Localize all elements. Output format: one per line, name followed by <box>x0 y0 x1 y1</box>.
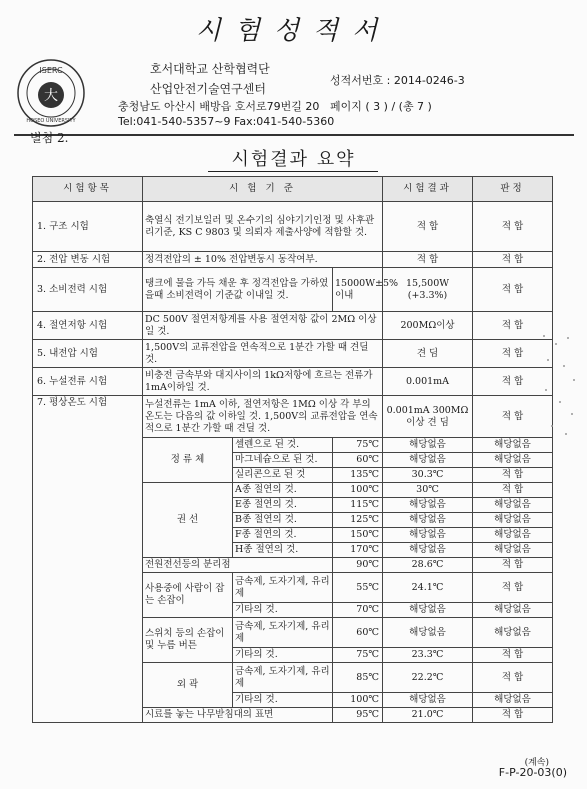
temp-limit: 75℃ <box>333 438 383 453</box>
result: 해당없음 <box>383 528 473 543</box>
form-code: F-P-20-03(0) <box>498 766 567 779</box>
temp-desc: 실리콘으로 된 것 <box>233 468 333 483</box>
result: 해당없음 <box>383 438 473 453</box>
judgement: 적 합 <box>473 468 553 483</box>
test-results-table <box>32 176 553 723</box>
temp-limit: 70℃ <box>333 603 383 618</box>
temp-limit: 135℃ <box>333 468 383 483</box>
result: 30℃ <box>383 483 473 498</box>
judgement: 해당없음 <box>473 528 553 543</box>
test-item: 6. 누설전류 시험 <box>33 368 143 396</box>
temp-limit: 75℃ <box>333 648 383 663</box>
result: 21.0℃ <box>383 708 473 723</box>
result: 15,500W (+3.3%) <box>383 268 473 312</box>
header-criteria: 시 험 기 준 <box>143 177 383 202</box>
result: 0.001mA <box>383 368 473 396</box>
group-label: 정 류 체 <box>143 438 233 483</box>
org-name-1: 호서대학교 산학협력단 <box>150 62 270 76</box>
temp-limit: 125℃ <box>333 513 383 528</box>
attachment-label: 별첨 2. <box>30 131 69 145</box>
header-test-item: 시험항목 <box>33 177 143 202</box>
test-item: 2. 전압 변동 시험 <box>33 252 143 268</box>
temp-desc: E종 절연의 것. <box>233 498 333 513</box>
judgement: 해당없음 <box>473 498 553 513</box>
temp-limit: 170℃ <box>333 543 383 558</box>
judgement: 적 합 <box>473 340 553 368</box>
judgement: 적 합 <box>473 396 553 438</box>
result: 23.3℃ <box>383 648 473 663</box>
test-item: 4. 절연저항 시험 <box>33 312 143 340</box>
judgement: 적 합 <box>473 202 553 252</box>
result: 해당없음 <box>383 513 473 528</box>
judgement: 해당없음 <box>473 438 553 453</box>
temp-limit: 60℃ <box>333 618 383 648</box>
criteria: DC 500V 절연저항계를 사용 절연저항 값이 2MΩ 이상일 것. <box>143 312 383 340</box>
judgement: 해당없음 <box>473 513 553 528</box>
table-row <box>33 252 553 268</box>
temp-limit: 90℃ <box>333 558 383 573</box>
result: 22.2℃ <box>383 663 473 693</box>
summary-title: 시험결과 요약 <box>231 149 356 170</box>
criteria: 정격전압의 ± 10% 전압변동시 동작여부. <box>143 252 383 268</box>
temp-limit: 115℃ <box>333 498 383 513</box>
temp-limit: 150℃ <box>333 528 383 543</box>
test-item: 5. 내전압 시험 <box>33 340 143 368</box>
result: 200MΩ이상 <box>383 312 473 340</box>
page-indicator: 페이지 ( 3 ) / (총 7 ) <box>330 100 432 113</box>
scan-noise-dots <box>538 330 578 440</box>
group-label: 권 선 <box>143 483 233 558</box>
group-label: 스위치 등의 손잡이 및 누름 버튼 <box>143 618 233 663</box>
result: 해당없음 <box>383 498 473 513</box>
seal-arc-text: ISERC <box>39 66 63 75</box>
result: 24.1℃ <box>383 573 473 603</box>
continued-note: (계속) <box>524 758 549 768</box>
result: 해당없음 <box>383 618 473 648</box>
seal-bottom-text: HOSEO UNIVERSITY <box>26 118 76 124</box>
result: 해당없음 <box>383 693 473 708</box>
judgement: 적 합 <box>473 708 553 723</box>
judgement: 적 합 <box>473 312 553 340</box>
temp-desc: 셀렌으로 된 것. <box>233 438 333 453</box>
header-judgement: 판정 <box>473 177 553 202</box>
judgement: 적 합 <box>473 663 553 693</box>
test-item: 1. 구조 시험 <box>33 202 143 252</box>
org-name-2: 산업안전기술연구센터 <box>150 82 266 96</box>
temp-desc: H종 절연의 것. <box>233 543 333 558</box>
temp-desc: 기타의 것. <box>233 603 333 618</box>
result: 30.3℃ <box>383 468 473 483</box>
report-number: 성적서번호 : 2014-0246-3 <box>330 74 465 87</box>
temp-limit: 95℃ <box>333 708 383 723</box>
judgement: 적 합 <box>473 648 553 663</box>
criteria: 비충전 금속부와 대지사이의 1kΩ저항에 흐르는 전류가 1mA이하일 것. <box>143 368 383 396</box>
temp-limit: 60℃ <box>333 453 383 468</box>
temp-desc: 금속제, 도자기제, 유리제 <box>233 663 333 693</box>
group-label: 외 곽 <box>143 663 233 708</box>
judgement: 해당없음 <box>473 453 553 468</box>
criteria: 탱크에 물을 가득 채운 후 정격전압을 가하였을때 소비전력이 기준값 이내일 것. <box>143 268 333 312</box>
temp-desc: 기타의 것. <box>233 648 333 663</box>
criteria: 누설전류는 1mA 이하, 절연저항은 1MΩ 이상 각 부의 온도는 다음의 값 이하일 것. 1,500V의 교류전압을 연속적으로 1분간 가할 때 견딜 것. <box>143 396 383 438</box>
org-contact: Tel:041-540-5357~9 Fax:041-540-5360 <box>118 115 335 128</box>
temp-limit: 85℃ <box>333 663 383 693</box>
group-label: 사용중에 사람이 잡는 손잡이 <box>143 573 233 618</box>
temp-desc: A종 절연의 것. <box>233 483 333 498</box>
result: 해당없음 <box>383 453 473 468</box>
judgement: 해당없음 <box>473 543 553 558</box>
criteria-limit: 15000W±5%이내 <box>333 268 383 312</box>
result: 견 딤 <box>383 340 473 368</box>
temp-limit: 100℃ <box>333 693 383 708</box>
temp-limit: 100℃ <box>333 483 383 498</box>
header-result: 시험결과 <box>383 177 473 202</box>
university-seal-logo <box>16 58 86 128</box>
judgement: 적 합 <box>473 573 553 603</box>
judgement: 해당없음 <box>473 693 553 708</box>
temp-desc: 시료를 놓는 나무받침대의 표면 <box>143 708 333 723</box>
temp-desc: 금속제, 도자기제, 유리제 <box>233 573 333 603</box>
table-row <box>33 202 553 252</box>
judgement: 적 합 <box>473 252 553 268</box>
judgement: 해당없음 <box>473 603 553 618</box>
table-row <box>33 312 553 340</box>
result: 적 합 <box>383 202 473 252</box>
judgement: 적 합 <box>473 268 553 312</box>
temp-limit: 55℃ <box>333 573 383 603</box>
temp-desc: 금속제, 도자기제, 유리제 <box>233 618 333 648</box>
result: 해당없음 <box>383 543 473 558</box>
criteria: 1,500V의 교류전압을 연속적으로 1분간 가할 때 견딜 것. <box>143 340 383 368</box>
table-row <box>33 340 553 368</box>
seal-center-glyph: 大 <box>44 88 58 104</box>
judgement: 적 합 <box>473 558 553 573</box>
table-row <box>33 396 553 438</box>
org-address: 충청남도 아산시 배방읍 호서로79번길 20 <box>118 100 320 113</box>
temp-desc: F종 절연의 것. <box>233 528 333 543</box>
temp-desc: 전원전선등의 분리점 <box>143 558 333 573</box>
table-header-row <box>33 177 553 202</box>
temp-desc: 기타의 것. <box>233 693 333 708</box>
summary-underline <box>208 171 378 172</box>
criteria: 축열식 전기보일러 및 온수기의 심야기기인정 및 사후관리기준, KS C 9803 및 의뢰자 제출사양에 적합할 것. <box>143 202 383 252</box>
table-row <box>33 268 553 312</box>
judgement: 적 합 <box>473 483 553 498</box>
test-item: 7. 평상온도 시험 <box>33 396 143 723</box>
judgement: 적 합 <box>473 368 553 396</box>
result: 28.6℃ <box>383 558 473 573</box>
document-title: 시험성적서 <box>195 16 392 46</box>
test-item: 3. 소비전력 시험 <box>33 268 143 312</box>
judgement: 해당없음 <box>473 618 553 648</box>
result: 0.001mA 300MΩ이상 견 딤 <box>383 396 473 438</box>
temp-desc: 마그네슘으로 된 것. <box>233 453 333 468</box>
result: 적 합 <box>383 252 473 268</box>
result: 해당없음 <box>383 603 473 618</box>
temp-desc: B종 절연의 것. <box>233 513 333 528</box>
header-divider <box>14 134 574 136</box>
table-row <box>33 368 553 396</box>
